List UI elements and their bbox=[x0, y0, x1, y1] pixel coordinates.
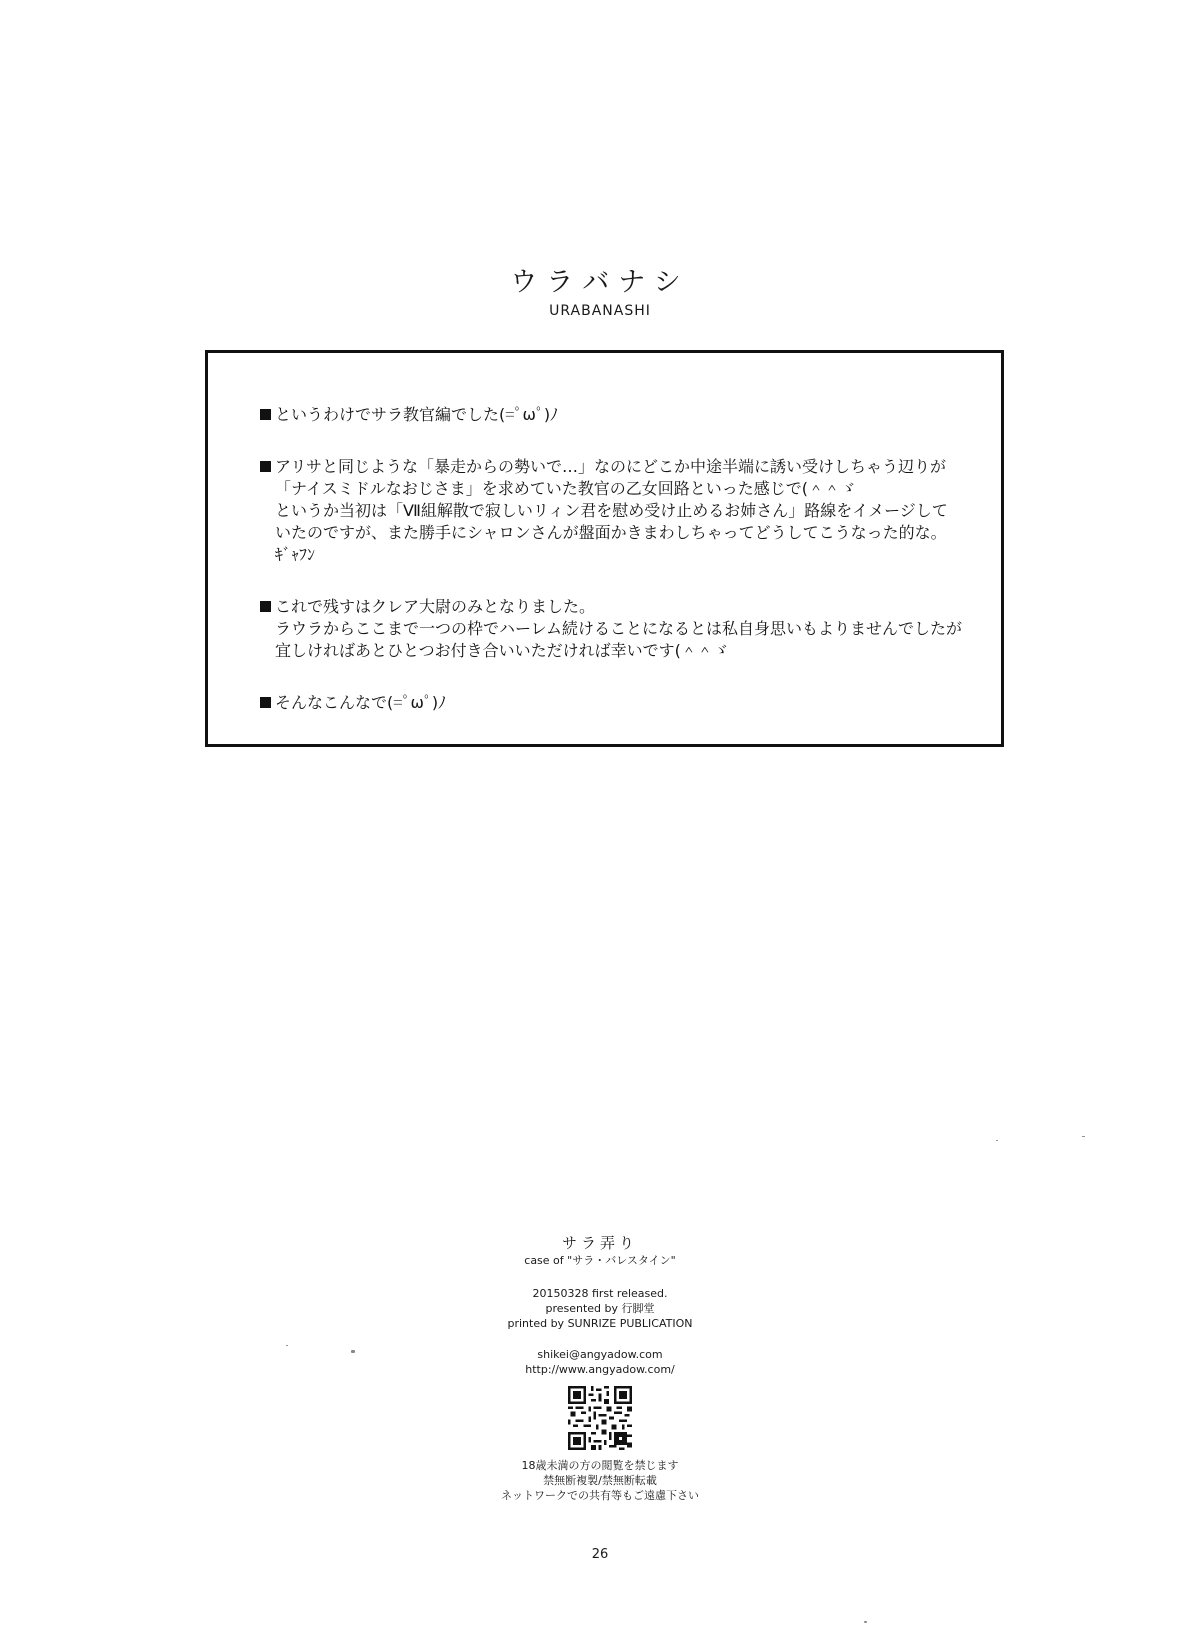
note-item bbox=[260, 456, 981, 566]
note-text: そんなこんなで(=ﾟωﾟ)ﾉ bbox=[275, 693, 447, 712]
note-text: アリサと同じような「暴走からの勢いで…」なのにどこか中途半端に誘い受けしちゃう辺りが bbox=[275, 457, 947, 476]
note-line: ｷﾞｬﾌﾝ bbox=[275, 545, 316, 564]
note-text: これで残すはクレア大尉のみとなりました。 bbox=[275, 597, 596, 616]
note-line bbox=[260, 404, 981, 426]
scan-speck bbox=[351, 1350, 355, 1353]
heading-title-jp: ウラバナシ bbox=[510, 267, 690, 298]
square-bullet-icon bbox=[260, 409, 271, 420]
square-bullet-icon bbox=[260, 697, 271, 708]
note-line bbox=[260, 596, 981, 618]
square-bullet-icon bbox=[260, 461, 271, 472]
presented-by: presented by 行脚堂 bbox=[545, 1302, 655, 1315]
scan-speck bbox=[864, 1621, 867, 1623]
page-heading bbox=[0, 266, 1200, 320]
note-item bbox=[260, 404, 981, 426]
age-restriction-notice: 18歳未満の方の閲覧を禁じます bbox=[521, 1459, 679, 1472]
note-text: というわけでサラ教官編でした(=ﾟωﾟ)ﾉ bbox=[275, 405, 559, 424]
square-bullet-icon bbox=[260, 601, 271, 612]
note-line bbox=[260, 692, 981, 714]
afterword-notes bbox=[260, 404, 981, 744]
printed-by: printed by SUNRIZE PUBLICATION bbox=[507, 1317, 693, 1330]
note-line: というか当初は「Ⅶ組解散で寂しいリィン君を慰め受け止めるお姉さん」路線をイメージして bbox=[275, 501, 948, 520]
copy-restriction-notice: 禁無断複製/禁無断転載 bbox=[543, 1474, 657, 1487]
scan-speck bbox=[286, 1345, 288, 1346]
note-line bbox=[260, 456, 981, 478]
colophon bbox=[480, 1233, 720, 1503]
page-number: 26 bbox=[591, 1547, 609, 1562]
contact-email[interactable]: shikei@angyadow.com bbox=[537, 1348, 663, 1361]
website-link[interactable]: http://www.angyadow.com/ bbox=[525, 1363, 675, 1376]
release-date: 20150328 first released. bbox=[532, 1287, 668, 1300]
note-line: 宜しければあとひとつお付き合いいただければ幸いです(＾＾ゞ bbox=[275, 641, 729, 660]
note-line: 「ナイスミドルなおじさま」を求めていた教官の乙女回路といった感じで(＾＾ゞ bbox=[275, 479, 856, 498]
note-line: いたのですが、また勝手にシャロンさんが盤面かきまわしちゃってどうしてこうなった的な。 bbox=[275, 523, 947, 542]
note-item bbox=[260, 692, 981, 714]
colophon-subtitle: case of "サラ・バレスタイン" bbox=[524, 1254, 676, 1267]
note-line: ラウラからここまで一つの枠でハーレム続けることになるとは私自身思いもよりませんでしたが bbox=[275, 619, 963, 638]
colophon-title: サラ弄り bbox=[561, 1234, 638, 1252]
heading-title-en: URABANASHI bbox=[549, 303, 651, 319]
scan-speck bbox=[996, 1140, 998, 1141]
note-item bbox=[260, 596, 981, 662]
sharing-restriction-notice: ネットワークでの共有等もご遠慮下さい bbox=[501, 1489, 699, 1502]
qr-code-icon bbox=[568, 1386, 632, 1450]
afterword-box bbox=[205, 350, 1004, 747]
scan-speck bbox=[1082, 1136, 1085, 1137]
